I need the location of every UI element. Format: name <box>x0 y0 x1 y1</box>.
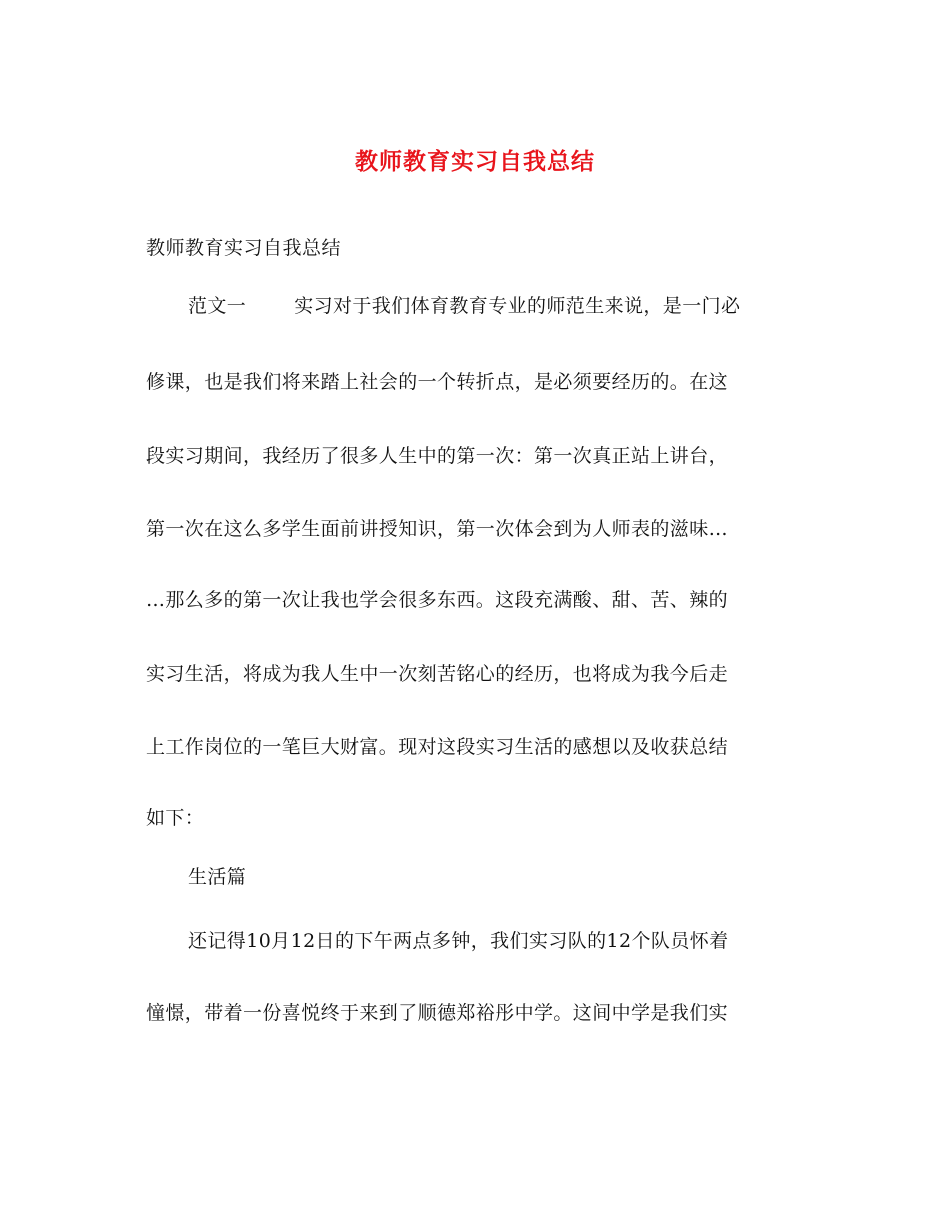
paragraph-1-line-5: …那么多的第一次让我也学会很多东西。这段充满酸、甜、苦、辣的 <box>146 589 729 611</box>
section-heading: 生活篇 <box>188 866 247 888</box>
paragraph-1-line-7: 上工作岗位的一笔巨大财富。现对这段实习生活的感想以及收获总结 <box>146 736 729 758</box>
paragraph-1-line-3: 段实习期间，我经历了很多人生中的第一次：第一次真正站上讲台， <box>146 445 729 467</box>
paragraph-1-line-4: 第一次在这么多学生面前讲授知识，第一次体会到为人师表的滋味… <box>146 518 729 540</box>
document-subtitle: 教师教育实习自我总结 <box>146 237 342 259</box>
paragraph-2-line-1: 还记得10月12日的下午两点多钟，我们实习队的12个队员怀着 <box>188 930 729 952</box>
paragraph-1-line-6: 实习生活，将成为我人生中一次刻苦铭心的经历，也将成为我今后走 <box>146 663 729 685</box>
sample-label: 范文一 <box>188 295 247 317</box>
paragraph-1-line-1-text: 实习对于我们体育教育专业的师范生来说，是一门必 <box>294 295 741 317</box>
paragraph-2-line-2: 憧憬，带着一份喜悦终于来到了顺德郑裕彤中学。这间中学是我们实 <box>146 1002 729 1024</box>
paragraph-1-line-1 <box>188 292 808 320</box>
paragraph-1-line-8: 如下： <box>146 807 205 829</box>
document-title: 教师教育实习自我总结 <box>355 148 595 175</box>
paragraph-1-line-2: 修课，也是我们将来踏上社会的一个转折点，是必须要经历的。在这 <box>146 371 729 393</box>
